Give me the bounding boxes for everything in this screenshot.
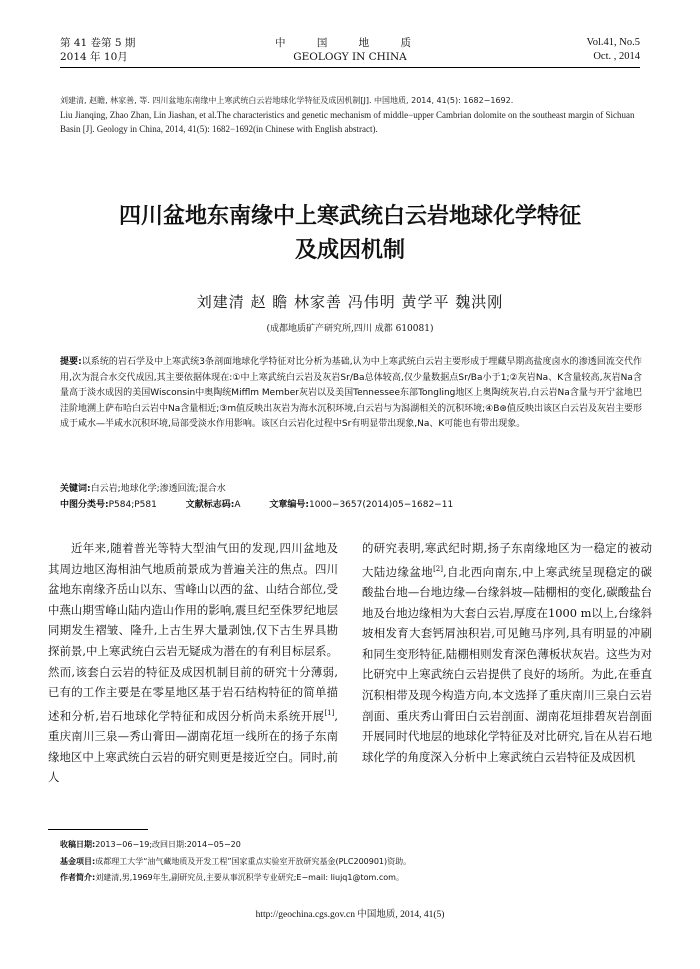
citation-en: Liu Jianqing, Zhao Zhan, Lin Jiashan, et al.The characteristics and genetic mechanism of middle−upper Cambrian dolomite on the southeast margin of Sichuan Basin [J]. Geology in China, 2014, 41(5): 1682−1692(in Chinese with English abstract). xyxy=(60,110,635,134)
footnote-divider xyxy=(48,829,148,830)
header-divider xyxy=(60,67,640,68)
title-line-2: 及成因机制 xyxy=(294,238,405,263)
citation-block xyxy=(60,94,650,136)
body-left-text-tail: ,重庆南川三泉—秀山膏田—湖南花垣一线所在的扬子东南缘地区中上寒武统白云岩的研究则更是接近空白。同时,前人 xyxy=(48,708,338,785)
doc-code-label: 文献标志码: xyxy=(185,500,235,510)
clc-value: P584;P581 xyxy=(108,500,157,510)
volume-issue-en: Vol.41, No.5 xyxy=(586,37,640,48)
paper-title xyxy=(60,200,640,268)
page-footer: http://geochina.cgs.gov.cn 中国地质, 2014, 41(5) xyxy=(255,910,445,920)
clc-label: 中图分类号: xyxy=(60,500,109,510)
author-bio-text: 刘建清,男,1969年生,副研究员,主要从事沉积学专业研究;E−mail: liujq1@tom.com。 xyxy=(95,873,404,882)
body-right-column xyxy=(362,538,652,767)
article-number-label: 文章编号: xyxy=(269,500,309,510)
title-line-1: 四川盆地东南缘中上寒武统白云岩地球化学特征 xyxy=(118,204,581,229)
journal-name-en: GEOLOGY IN CHINA xyxy=(293,51,407,63)
article-number-value: 1000−3657(2014)05−1682−11 xyxy=(309,500,454,510)
body-right-text-tail: ,自北西向南东,中上寒武统呈现稳定的碳酸盐台地—台地边缘—台缘斜坡—陆棚相的变化,碳酸盐台地及台地边缘相为大套白云岩,厚度在1000 m以上,台缘斜坡相发育大套钙屑浊积岩,可见鲍马序列,具有明显的冲刷和同生变形特征,陆棚相则发育深色薄板状灰岩。这些为对比研究中上寒武统白云岩提供了良好的场所。为此,在垂直沉积相带及现今构造方向,本文选择了重庆南川三泉白云岩剖面、重庆秀山膏田白云岩剖面、湖南花垣排碧灰岩剖面开展同时代地层的地球化学特征及对比研究,旨在从岩石地球化学的角度深入分析中上寒武统白云岩特征及成因机 xyxy=(362,564,652,764)
author-list: 刘建清 赵 瞻 林家善 冯伟明 黄学平 魏洪刚 xyxy=(196,293,504,311)
keywords-text: 白云岩;地球化学;渗透回流;混合水 xyxy=(90,484,226,494)
dates-label: 收稿日期: xyxy=(60,840,96,849)
reference-2[interactable]: [2] xyxy=(433,564,443,573)
header-center xyxy=(220,36,480,64)
header-right xyxy=(587,36,640,64)
volume-issue-zh: 第 41 卷第 5 期 xyxy=(60,37,136,49)
header-left xyxy=(60,36,135,64)
doc-code-field xyxy=(186,500,241,510)
footnote-funding xyxy=(60,856,660,868)
citation-zh: 刘建清, 赵瞻, 林家善, 等. 四川盆地东南缘中上寒武统白云岩地球化学特征及成因机制[J]. 中国地质, 2014, 41(5): 1682−1692. xyxy=(60,96,514,105)
clc-field xyxy=(60,500,157,510)
affiliation: (成都地质矿产研究所,四川 成都 610081) xyxy=(266,324,434,334)
footnote-author xyxy=(60,872,660,884)
fund-text: 成都理工大学“油气藏地质及开发工程”国家重点实验室开放研究基金(PLC200901)资助。 xyxy=(95,857,412,866)
author-bio-label: 作者简介: xyxy=(60,873,96,882)
doc-code-value: A xyxy=(234,500,241,510)
keywords-label: 关键词: xyxy=(60,484,91,494)
body-left-text: 近年来,随着普光等特大型油气田的发现,四川盆地及其周边地区海相油气地质前景成为普遍关注的焦点。四川盆地东南缘齐岳山以东、雪峰山以西的盆、山结合部位,受中燕山期雪峰山陆内造山作用的影响,震旦纪至侏罗纪地层同期发生褶皱、隆升,上古生界大量剥蚀,仅下古生界具勘探前景,中上寒武统白云岩无疑成为潜在的有利目标层系。然而,该套白云岩的特征及成因机制目前的研究十分薄弱,已有的工作主要是在零星地区基于岩石结构特征的简单描述和分析,岩石地球化学特征和成因分析尚未系统开展 xyxy=(48,541,338,723)
dates-text: 2013−06−19;改回日期:2014−05−20 xyxy=(95,840,241,849)
abstract-label: 提要: xyxy=(60,357,82,367)
abstract xyxy=(60,355,642,433)
article-number-field xyxy=(269,500,453,510)
body-right-text: 的研究表明,寒武纪时期,扬子东南缘地区为一稳定的被动大陆边缘盆地 xyxy=(362,541,652,579)
classification-line xyxy=(60,497,642,510)
date-en: Oct. , 2014 xyxy=(593,51,640,62)
reference-1[interactable]: [1] xyxy=(324,708,335,717)
footnote-dates xyxy=(60,839,660,851)
journal-name-zh: 中 国 地 质 xyxy=(274,37,425,49)
abstract-text: 以系统的岩石学及中上寒武统3条剖面地球化学特征对比分析为基础,认为中上寒武统白云岩主要形成于埋藏早期高盐度卤水的渗透回流交代作用,次为混合水交代成因,其主要依据体现在:①中上寒武统白云岩及灰岩Sr/Ba总体较高,仅少量数据点Sr/Ba小于1;②灰岩Na、K含量较高,灰岩Na含量高于淡水成因的美国Wisconsin中奥陶统Mifflm Member灰岩以及美国Tennessee东部Tongling地区上奥陶统灰岩,白云岩Na含量与开宁盆地巴洼阶地溯上萨布哈白云岩中Na含量相近;③m值反映出灰岩为海水沉积环境,白云岩与为潟湖相关的沉积环境;④B⊛值反映出该区白云岩及灰岩主要形成于咸水—半咸水沉积环境,局部受淡水作用影响。该区白云岩化过程中Sr有明显带出现象,Na、K可能也有带出现象。 xyxy=(60,357,642,430)
date-zh: 2014 年 10月 xyxy=(60,51,128,63)
running-header xyxy=(60,36,640,66)
fund-label: 基金项目: xyxy=(60,857,96,866)
keywords xyxy=(60,481,642,494)
body-left-column xyxy=(48,538,338,788)
